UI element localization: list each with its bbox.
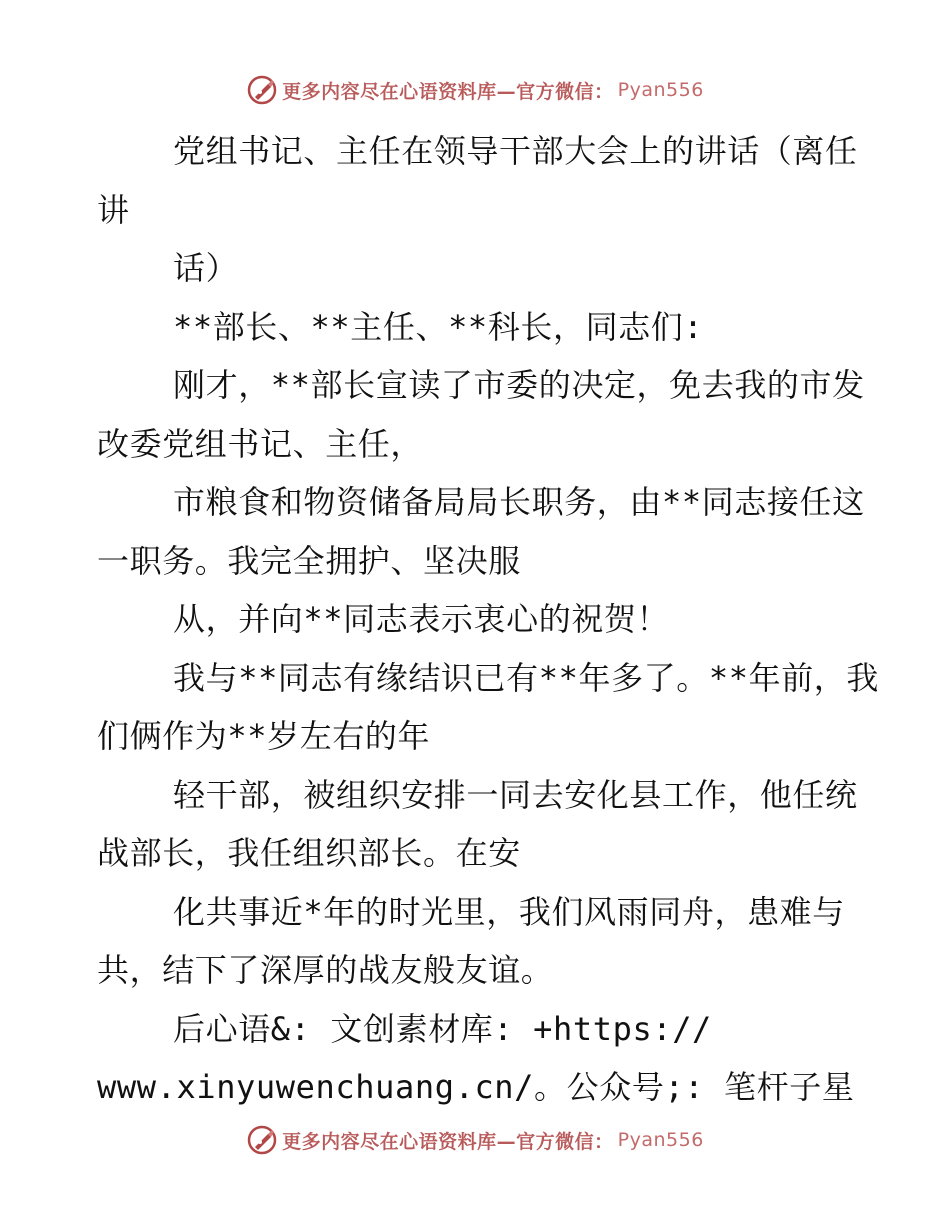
document-line: 轻干部，被组织安排一同去安化县工作，他任统 <box>173 775 858 814</box>
document-line: 战部长，我任组织部长。在安 <box>97 834 521 872</box>
pen-logo-icon <box>246 74 278 106</box>
document-body <box>97 122 879 1117</box>
document-line: 化共事近*年的时光里，我们风雨同舟，患难与 <box>173 892 845 931</box>
document-line: 后心语&: 文创素材库: +https:// <box>173 1009 712 1048</box>
watermark-wechat-id: Pyan556 <box>617 79 704 101</box>
watermark-text: 更多内容尽在心语资料库—官方微信： <box>282 80 614 103</box>
document-line: www.xinyuwenchuang.cn/。公众号;: 笔杆子星 <box>97 1068 855 1106</box>
watermark-wechat-id: Pyan556 <box>617 1129 704 1151</box>
document-line: 刚才，**部长宣读了市委的决定，免去我的市发 <box>173 366 865 404</box>
document-line: 共，结下了深厚的战友般友谊。 <box>97 951 554 989</box>
document-line: 话） <box>173 249 239 287</box>
watermark-text: 更多内容尽在心语资料库—官方微信： <box>282 1130 614 1153</box>
document-line: 党组书记、主任在领导干部大会上的讲话（离任 <box>173 132 858 170</box>
document-line: 我与**同志有缘结识已有**年多了。**年前，我 <box>173 658 879 697</box>
pen-logo-icon <box>246 1124 278 1156</box>
document-line: **部长、**主任、**科长，同志们: <box>173 307 704 346</box>
document-line: 从，并向**同志表示衷心的祝贺！ <box>173 600 670 638</box>
document-line: 市粮食和物资储备局局长职务，由**同志接任这 <box>173 483 865 521</box>
header-watermark <box>0 70 950 110</box>
document-line: 一职务。我完全拥护、坚决服 <box>97 541 521 580</box>
document-line: 们俩作为**岁左右的年 <box>97 717 431 755</box>
document-line: 讲 <box>97 190 130 229</box>
document-line: 改委党组书记、主任， <box>97 424 424 463</box>
footer-watermark <box>0 1120 950 1160</box>
